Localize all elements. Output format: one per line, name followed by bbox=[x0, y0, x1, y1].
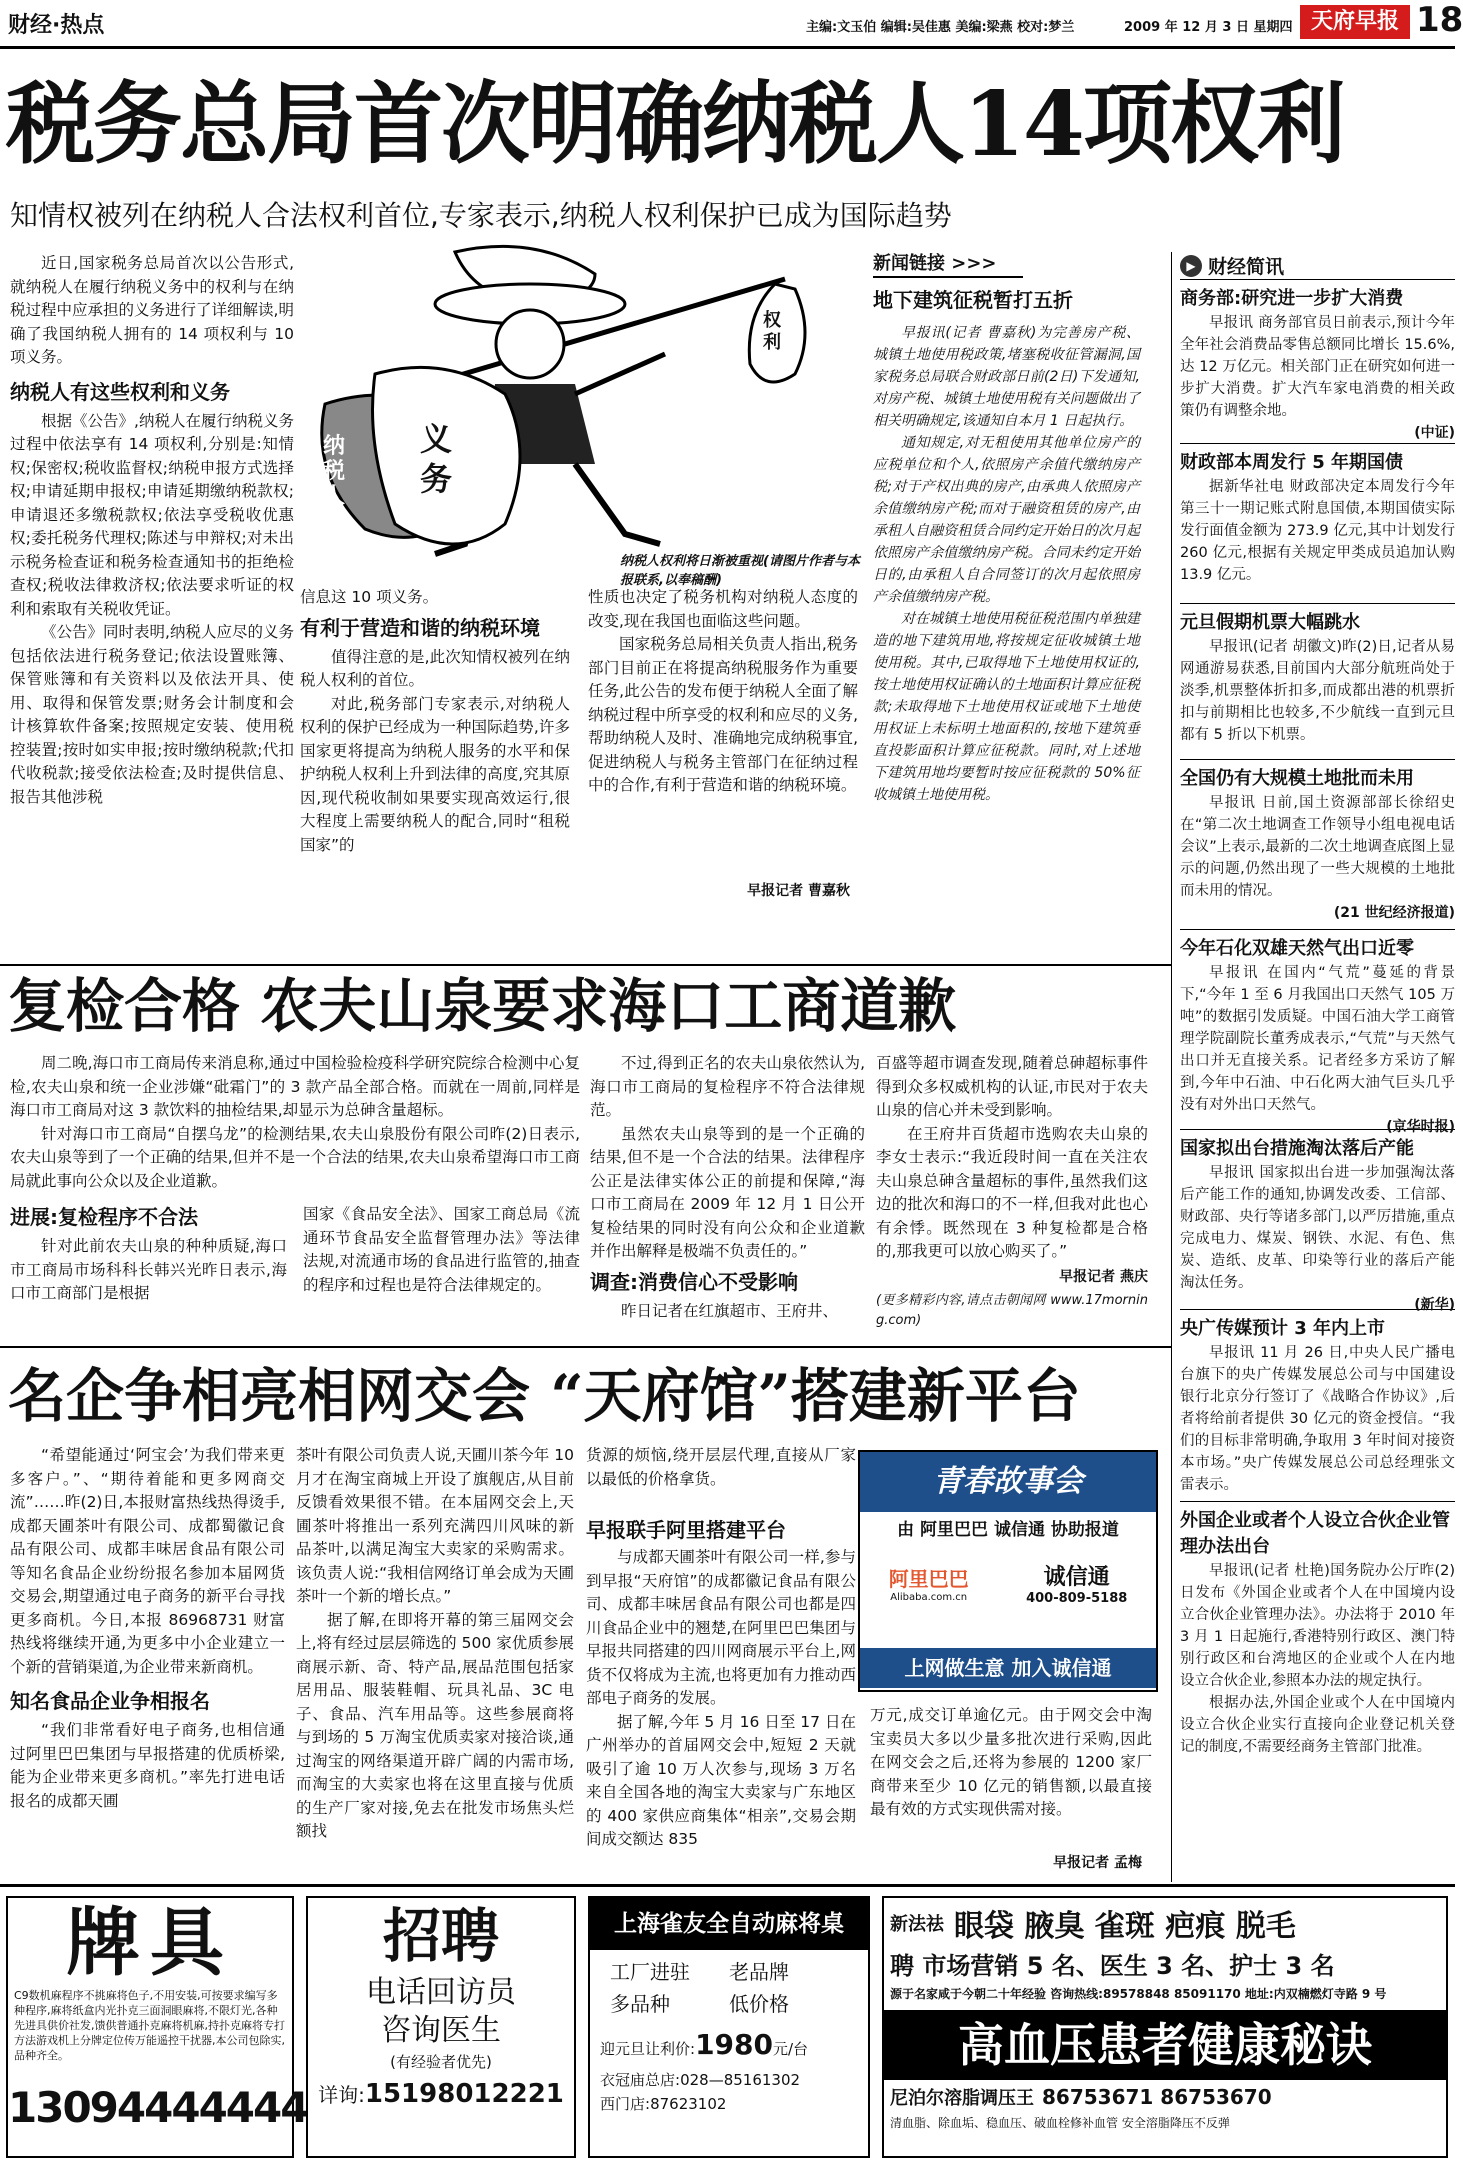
sidebar-item-body bbox=[1180, 636, 1455, 746]
story2-p3: 针对此前农夫山泉的种种质疑,海口市工商局市场科科长韩兴光昨日表示,海口市工商部门是根据 bbox=[10, 1237, 287, 1302]
ad-clinic bbox=[882, 1896, 1448, 2158]
story2-p7: 昨日记者在红旗超市、王府井、 bbox=[621, 1301, 839, 1320]
ad2-contact bbox=[308, 2074, 574, 2117]
ad4-footer: 尼泊尔溶脂调压王 bbox=[890, 2088, 1034, 2109]
sidebar-header bbox=[1180, 252, 1455, 280]
bag-label-rights: 权利 bbox=[763, 310, 781, 353]
sidebar-item bbox=[1180, 444, 1455, 604]
brand-logo: 天府早报 bbox=[1300, 5, 1410, 39]
ad2-note: (有经验者优先) bbox=[390, 2053, 492, 2071]
sidebar-item-text: 早报讯 11 月 26 日,中央人民广播电台旗下的央广传媒发展总公司与中国建设银行北京分行签订了《战略合作协议》,后者将给前者提供 30 亿元的资金授信。“我们的目标非常明确,争取用 3 年时间对接资本市场。”央广传媒发展总公司总经理张文雷表示。 bbox=[1180, 1345, 1455, 1493]
story2-p5: 不过,得到正名的农夫山泉依然认为,海口市工商局的复检程序不符合法律规范。 bbox=[590, 1054, 865, 1119]
alibaba-logo-sub: Alibaba.com.cn bbox=[890, 1592, 968, 1603]
sidebar-item-title: 央广传媒预计 3 年内上市 bbox=[1180, 1318, 1386, 1339]
ad1-title: 牌具 bbox=[66, 1900, 234, 1986]
alibaba-ad-line1: 由 阿里巴巴 诚信通 协助报道 bbox=[897, 1520, 1119, 1540]
news-link-body bbox=[873, 322, 1140, 806]
story3-headline: 名企争相亮相网交会 “天府馆”搭建新平台 bbox=[8, 1362, 1081, 1430]
sidebar-item bbox=[1180, 286, 1455, 444]
story1-col1-p2: 《公告》同时表明,纳税人应尽的义务包括依法进行税务登记;依法设置账簿、保管账簿和有关资料以及依法开具、使用、取得和保管发票;财务会计制度和会计核算软件备案;按照规定安装、使用税控装置;按时如实申报;按时缴纳税款;代扣代收税款;接受依法检查;及时提供信息、报告其他涉税 bbox=[10, 623, 294, 806]
sidebar-item-source: (新华) bbox=[1414, 1297, 1455, 1313]
ad-card-games bbox=[6, 1896, 308, 2158]
story1-col3-p2: 国家税务总局相关负责人指出,税务部门目前正在将提高纳税服务作为重要任务,此公告的发布便于纳税人全面了解纳税过程中所享受的权利和应尽的义务,帮助纳税人及时、准确地完成纳税事宜,促进纳税人与税务主管部门在征纳过程中的合作,有利于营造和谐的纳税环境。 bbox=[588, 635, 858, 794]
ad4-big: 高血压患者健康秘诀 bbox=[884, 2010, 1446, 2080]
story2-p1: 周二晚,海口市工商局传来消息称,通过中国检验检疫科学研究院综合检测中心复检,农夫山泉和统一企业涉嫌“砒霜门”的 3 款产品全部合格。而就在一周前,同样是海口市工商局对这 3 款饮料的抽检结果,却显示为总砷含量超标。 bbox=[10, 1054, 580, 1119]
story1-byline: 早报记者 曹嘉秋 bbox=[747, 883, 850, 899]
story1-subhead: 知情权被列在纳税人合法权利首位,专家表示,纳税人权利保护已成为国际趋势 bbox=[10, 199, 952, 232]
sidebar-item bbox=[1180, 930, 1455, 1135]
story3-p2: “我们非常看好电子商务,也相信通过阿里巴巴集团与早报搭建的优质桥梁,能为企业带来更多商机。”率先打进电话报名的成都天圃 bbox=[10, 1721, 285, 1810]
editor-credits: 主编:文玉伯 编辑:吴佳惠 美编:梁燕 校对:梦兰 bbox=[806, 20, 1075, 35]
story3-p6: 与成都天圃茶叶有限公司一样,参与到早报“天府馆”的成都徽记食品有限公司、成都丰味居食品有限公司也都是四川食品企业中的翘楚,在阿里巴巴集团与早报共同搭建的四川网商展示平台上,网货不仅将成为主流,也将更加有力推动西部电子商务的发展。 bbox=[586, 1548, 856, 1707]
ad3-f2: 老品牌 bbox=[729, 1960, 789, 1984]
sidebar-item-source: (21 世纪经济报道) bbox=[1333, 905, 1455, 921]
ad3-shop1 bbox=[590, 2068, 868, 2092]
sidebar-item-text: 早报讯 商务部官员日前表示,预计今年全年社会消费品零售总额同比增长 15.6%,达 12 万亿元。相关部门正在研究如何进一步扩大消费。扩大汽车家电消费的相关政策仍有调整余地。 bbox=[1180, 315, 1455, 419]
sidebar-item-body bbox=[1180, 312, 1455, 422]
news-link-p2: 通知规定,对无租使用其他单位房产的应税单位和个人,依照房产余值代缴纳房产税;对于产权出典的房产,由承典人依照房产余值缴纳房产税;而对于融资租赁的房产,由承租人自融资租赁合同约定开始日的次月起依照房产余值缴纳房产税。合同未约定开始日的,由承租人自合同签订的次月起依照房产余值缴纳房产税。 bbox=[873, 435, 1140, 605]
header-rule bbox=[0, 46, 1455, 49]
story2-p4: 国家《食品安全法》、国家工商总局《流通环节食品安全监督管理办法》等法律法规,对流通市场的食品进行监管的,抽查的程序和过程也是符合法律规定的。 bbox=[303, 1205, 580, 1294]
ad2-phone: 15198012221 bbox=[364, 2079, 564, 2109]
ad-mahjong bbox=[588, 1896, 870, 2158]
issue-date: 2009 年 12 月 3 日 星期四 bbox=[1124, 20, 1293, 35]
ad3-phone1: 028—85161302 bbox=[680, 2071, 801, 2089]
sidebar-item bbox=[1180, 604, 1455, 760]
ad2-line1: 电话回访员 bbox=[366, 1975, 516, 2010]
ad1-phone: 13094444444 bbox=[8, 2083, 308, 2132]
story1-col2 bbox=[300, 586, 570, 966]
ad4-phones: 86753671 86753670 bbox=[1042, 2085, 1272, 2109]
story2-p9: 在王府井百货超市选购农夫山泉的李女士表示:“我近段时间一直在关注农夫山泉总砷含量超标的事件,虽然我们这边的批次和海口的不一样,但我对此也心有余悸。既然现在 3 种复检都是合格的,那我更可以放心购买了。” bbox=[876, 1124, 1148, 1260]
story1-subtitle1: 纳税人有这些权利和义务 bbox=[10, 379, 230, 404]
play-icon: ▶ bbox=[1180, 255, 1202, 277]
chengxintong-logo bbox=[1026, 1560, 1127, 1606]
ad3-unit: 元/台 bbox=[773, 2040, 809, 2058]
sidebar-item bbox=[1180, 760, 1455, 930]
alibaba-ad-slogan: 上网做生意 加入诚信通 bbox=[860, 1648, 1156, 1688]
story3-p3: 茶叶有限公司负责人说,天圃川茶今年 10 月才在淘宝商城上开设了旗舰店,从目前反馈看效果很不错。在本届网交会上,天圃茶叶将推出一系列充满四川风味的新品茶叶,以满足淘宝大卖家的采购需求。该负责人说:“我相信网络订单会成为天圃茶叶一个新的增长点。” bbox=[296, 1446, 574, 1605]
news-link-p1: 早报讯(记者 曹嘉秋)为完善房产税、城镇土地使用税政策,堵塞税收征管漏洞,国家税务总局联合财政部日前(2日)下发通知,对房产税、城镇土地使用税有关问题做出了相关明确规定,该通知自本月 1 日起执行。 bbox=[873, 325, 1140, 429]
story2-more-link[interactable]: (更多精彩内容,请点击朝闻网 www.17morning.com) bbox=[876, 1293, 1148, 1328]
sidebar-header-label: 财经简讯 bbox=[1208, 256, 1285, 278]
sidebar-item-title: 商务部:研究进一步扩大消费 bbox=[1180, 288, 1404, 309]
story2-col1 bbox=[10, 1052, 580, 1342]
alibaba-ad-logos bbox=[860, 1548, 1156, 1618]
story3-col1 bbox=[10, 1444, 285, 1878]
section-label: 财经·热点 bbox=[8, 13, 105, 38]
sidebar-item-title: 今年石化双雄天然气出口近零 bbox=[1180, 938, 1414, 959]
story3-p4: 据了解,在即将开幕的第三届网交会上,将有经过层层筛选的 500 家优质参展商展示新、奇、特产品,展品范围包括家居用品、服装鞋帽、玩具礼品、3C 电子、食品、汽车用品等。这些参展商将与到场的 5 万淘宝优质卖家对接洽谈,通过淘宝的网络渠道开辟广阔的内需市场,而淘宝的大卖家也将在这里直接与优质的生产厂家对接,免去在批发市场焦头烂额找 bbox=[296, 1610, 574, 1840]
story1-subtitle2: 有利于营造和谐的纳税环境 bbox=[300, 615, 540, 640]
sidebar-divider bbox=[1171, 252, 1172, 1882]
sidebar-item-body bbox=[1180, 962, 1455, 1116]
sidebar-item-title: 外国企业或者个人设立合伙企业管理办法出台 bbox=[1180, 1510, 1450, 1557]
alibaba-hotline: 400-809-5188 bbox=[1026, 1591, 1128, 1606]
story2-subtitle1: 进展:复检程序不合法 bbox=[10, 1205, 198, 1229]
sidebar-item bbox=[1180, 1310, 1455, 1502]
page-header bbox=[0, 0, 1463, 50]
ad4-address: 源于名家咸于今朝二十年经验 咨询热线:89578848 85091170 地址:内双楠燃灯寺路 9 号 bbox=[890, 1987, 1387, 2001]
sidebar-item-text: 早报讯 日前,国土资源部部长徐绍史在“第二次土地调查工作领导小组电视电话会议”上表示,最新的二次土地调查底图上显示的问题,仍然出现了一些大规模的土地批而未用的情况。 bbox=[1180, 795, 1455, 899]
sidebar-item-source: (京华时报) bbox=[1386, 1119, 1455, 1135]
sidebar bbox=[1180, 252, 1455, 1882]
story3-subtitle2: 早报联手阿里搭建平台 bbox=[586, 1518, 786, 1542]
ad4-tags: 清血脂、除血垢、稳血压、破血栓修补血管 安全溶脂降压不反弹 bbox=[890, 2116, 1230, 2130]
ad3-shop1-label: 衣冠庙总店: bbox=[600, 2071, 681, 2089]
sidebar-item-body bbox=[1180, 476, 1455, 586]
ads-rule bbox=[0, 1884, 1455, 1887]
story1-col3-p1: 性质也决定了税务机构对纳税人态度的改变,现在我国也面临这些问题。 bbox=[588, 588, 858, 630]
sidebar-item-title: 国家拟出台措施淘汰落后产能 bbox=[1180, 1138, 1414, 1159]
sidebar-item-source: (中证) bbox=[1414, 425, 1455, 441]
story1-col2-p3: 对此,税务部门专家表示,对纳税人权利的保护已经成为一种国际趋势,许多国家更将提高为纳税人服务的水平和保护纳税人权利上升到法律的高度,究其原因,现代税收制如果要实现高效运行,很大程度上需要纳税人的配合,同时“租税国家”的 bbox=[300, 694, 570, 854]
story2-subtitle2: 调查:消费信心不受影响 bbox=[590, 1269, 798, 1294]
sidebar-item-text: 根据办法,外国企业或个人在中国境内设立合伙企业实行直接向企业登记机关登记的制度,不需要经商务主管部门批准。 bbox=[1180, 1695, 1455, 1755]
ad3-f4: 低价格 bbox=[729, 1992, 789, 2016]
ad2-line2: 咨询医生 bbox=[381, 2013, 501, 2048]
bag-label-taxpayer: 纳税人 bbox=[323, 434, 346, 509]
sidebar-item-title: 全国仍有大规模土地批而未用 bbox=[1180, 768, 1414, 789]
ad3-promo-label: 迎元旦让利价: bbox=[600, 2040, 696, 2058]
sidebar-item-body bbox=[1180, 1342, 1455, 1496]
story3-byline: 早报记者 孟梅 bbox=[1053, 1855, 1142, 1871]
sidebar-item-title: 元旦假期机票大幅跳水 bbox=[1180, 612, 1360, 633]
story2-p8: 百盛等超市调查发现,随着总砷超标事件得到众多权威机构的认证,市民对于农夫山泉的信心并未受到影响。 bbox=[876, 1054, 1148, 1119]
story1-col1 bbox=[10, 252, 294, 964]
cartoon-illustration bbox=[305, 244, 865, 574]
sidebar-item-text: 早报讯(记者 胡徽文)昨(2)日,记者从易网通游易获悉,目前国内大部分航班尚处于淡季,机票整体折扣多,而成都出港的机票折扣与前期相比也较多,不少航线一直到元旦都有 5 折以下机票。 bbox=[1180, 639, 1455, 743]
alibaba-logo-text: 阿里巴巴 bbox=[888, 1567, 969, 1591]
story3-p7: 据了解,今年 5 月 16 日至 17 日在广州举办的首届网交会中,短短 2 天就吸引了逾 10 万人次参与,现场 3 万名来自全国各地的淘宝大卖家与广东地区的 400 家供应商集体“相亲”,交易会期间成交额达 835 bbox=[586, 1712, 856, 1848]
alibaba-ad-banner: 青春故事会 bbox=[860, 1452, 1156, 1512]
story2-col4 bbox=[876, 1052, 1148, 1342]
ad3-f1: 工厂进驻 bbox=[610, 1960, 690, 1984]
chengxintong-logo-text: 诚信通 bbox=[1043, 1565, 1110, 1590]
sidebar-item-text: 据新华社电 财政部决定本周发行今年第三十一期记账式附息国债,本期国债实际发行面值金额为 273.9 亿元,其中计划发行 260 亿元,根据有关规定甲类成员追加认购 13.9 亿元。 bbox=[1180, 479, 1455, 583]
story1-col1-p1: 根据《公告》,纳税人在履行纳税义务过程中依法享有 14 项权利,分别是:知情权;保密权;税收监督权;纳税申报方式选择权;申请延期申报权;申请延期缴纳税款权;申请退还多缴税款权;依法享受税收优惠权;委托税务代理权;陈述与申辩权;对未出示税务检查证和税务检查通知书的拒绝检查权;税收法律救济权;依法要求听证的权利和索取有关税收凭证。 bbox=[10, 411, 294, 618]
sidebar-item-body bbox=[1180, 792, 1455, 902]
ad4-top: 眼袋 腋臭 雀斑 疤痕 脱毛 bbox=[954, 1909, 1296, 1944]
story3-col3-top bbox=[586, 1444, 856, 1514]
story-divider bbox=[0, 1346, 1171, 1348]
story2-p2: 针对海口市工商局“自摆乌龙”的检测结果,农夫山泉股份有限公司昨(2)日表示,农夫山泉等到了一个正确的结果,但并不是一个合法的结果,农夫山泉希望海口市工商局就此事向公众以及企业道歉。 bbox=[10, 1124, 580, 1190]
ad-recruit bbox=[306, 1896, 576, 2158]
story3-col4 bbox=[870, 1704, 1152, 1868]
ad4-top-row bbox=[884, 1898, 1446, 1948]
story2-headline: 复检合格 农夫山泉要求海口工商道歉 bbox=[8, 972, 957, 1040]
ad2-title: 招聘 bbox=[382, 1902, 499, 1970]
ad4-recruit: 聘 市场营销 5 名、医生 3 名、护士 3 名 bbox=[890, 1952, 1335, 1980]
story3-p8: 万元,成交订单逾亿元。由于网交会中淘宝卖员大多以少量多批次进行采购,因此在网交会之后,还将为参展的 1200 家厂商带来至少 10 亿元的销售额,以最直接最有效的方式实现供需对接。 bbox=[870, 1706, 1152, 1818]
ad3-shop2 bbox=[590, 2092, 868, 2116]
ad4-bottom bbox=[884, 2080, 1446, 2114]
story3-col3 bbox=[586, 1510, 856, 1882]
ad3-features bbox=[590, 1950, 868, 2026]
cartoon-caption: 纳税人权利将日渐被重视(请图片作者与本报联系,以奉稿酬) bbox=[620, 554, 860, 588]
ad3-price: 1980 bbox=[695, 2028, 773, 2061]
page-number: 18 bbox=[1416, 0, 1463, 40]
ad3-promo bbox=[590, 2026, 868, 2068]
story2-byline: 早报记者 燕庆 bbox=[1059, 1268, 1148, 1285]
story3-col2 bbox=[296, 1444, 574, 1878]
sidebar-item-body bbox=[1180, 1560, 1455, 1758]
ad3-f3: 多品种 bbox=[610, 1992, 670, 2016]
alibaba-ad-box bbox=[858, 1450, 1158, 1692]
ad3-phone2: 87623102 bbox=[650, 2095, 727, 2113]
story3-subtitle1: 知名食品企业争相报名 bbox=[10, 1689, 210, 1713]
sidebar-item-title: 财政部本周发行 5 年期国债 bbox=[1180, 452, 1404, 473]
news-link-box bbox=[873, 252, 1140, 962]
story-divider bbox=[0, 964, 1171, 966]
ad1-body: C9数机麻程序不挑麻将色子,不用安装,可按要求编写多种程序,麻将纸盒内光扑克三面洞眼麻将,不限灯光,各种先进具供价社发,馈供普通扑克麻将机麻,持扑克麻将专打方法游戏机上分牌定位传万能遥控干扰器,本公司包除实,品种齐全。 bbox=[14, 1989, 285, 2062]
sidebar-item bbox=[1180, 1130, 1455, 1313]
sidebar-item-text: 早报讯 在国内“气荒”蔓延的背景下,“今年 1 至 6 月我国出口天然气 105 万吨”的数据引发质疑。中国石油大学工商管理学院副院长董秀成表示,“气荒”与天然气出口并无直接关系。记者经多方采访了解到,今年中石油、中石化两大油气巨头几乎没有对外出口天然气。 bbox=[1180, 965, 1455, 1113]
ad3-title: 上海雀友全自动麻将桌 bbox=[590, 1898, 868, 1950]
cartoon-drawing bbox=[305, 244, 865, 574]
story2-p6: 虽然农夫山泉等到的是一个正确的结果,但不是一个合法的结果。法律程序公正是法律实体公正的前提和保障,“海口市工商局在 2009 年 12 月 1 日公开复检结果的同时没有向公众和企业道歉并作出解释是极端不负责任的。” bbox=[590, 1124, 865, 1260]
sidebar-item-text: 早报讯 国家拟出台进一步加强淘汰落后产能工作的通知,协调发改委、工信部、财政部、央行等诸多部门,以严厉措施,重点完成电力、煤炭、钢铁、水泥、有色、焦炭、造纸、皮革、印染等行业的落后产能淘汰任务。 bbox=[1180, 1165, 1455, 1291]
story1-lead: 近日,国家税务总局首次以公告形式,就纳税人在履行纳税义务中的权利与在纳税过程中应承担的义务进行了详细解读,明确了我国纳税人拥有的 14 项权利与 10 项义务。 bbox=[10, 254, 294, 366]
news-link-title: 地下建筑征税暂打五折 bbox=[873, 288, 1073, 312]
ad2-phone-label: 详询: bbox=[318, 2083, 365, 2107]
story3-p5: 货源的烦恼,绕开层层代理,直接从厂家以最低的价格拿货。 bbox=[586, 1446, 856, 1488]
story1-headline: 税务总局首次明确纳税人14项权利 bbox=[6, 71, 1344, 176]
ad3-shop2-label: 西门店: bbox=[600, 2095, 651, 2113]
story1-col2-p1: 信息这 10 项义务。 bbox=[300, 588, 439, 606]
story1-col2-p2: 值得注意的是,此次知情权被列在纳税人权利的首位。 bbox=[300, 647, 570, 689]
sidebar-item-body bbox=[1180, 1162, 1455, 1294]
ad4-brand: 新法祛 bbox=[890, 1914, 944, 1935]
story2-col3 bbox=[590, 1052, 865, 1342]
alibaba-logo bbox=[889, 1563, 969, 1603]
news-link-p3: 对在城镇土地使用税征税范围内单独建造的地下建筑用地,将按规定征收城镇土地使用税。其中,已取得地下土地使用权证的,按土地使用权证确认的土地面积计算应征税款;未取得地下土地使用权证或地下土地使用权证上未标明土地面积的,按地下建筑垂直投影面积计算应征税款。同时,对上述地下建筑用地均要暂时按应征税款的 50%征收城镇土地使用税。 bbox=[873, 611, 1140, 803]
sidebar-item-text: 早报讯(记者 杜艳)国务院办公厅昨(2)日发布《外国企业或者个人在中国境内设立合伙企业管理办法》。办法将于 2010 年 3 月 1 日起施行,香港特别行政区、澳门特别行政区和台湾地区的企业或个人在内地设立合伙企业,参照本办法的规定执行。 bbox=[1180, 1563, 1455, 1689]
story1-col3 bbox=[588, 586, 858, 876]
news-link-label: 新闻链接 >>> bbox=[873, 252, 1023, 278]
bag-label-duty: 义务 bbox=[420, 420, 453, 498]
sidebar-item bbox=[1180, 1502, 1455, 1802]
story3-p1: “希望能通过‘阿宝会’为我们带来更多客户。”、“期待着能和更多网商交流”……昨(2)日,本报财富热线热得烫手,成都天圃茶叶有限公司、成都蜀徽记食品有限公司、成都丰味居食品有限公司等知名食品企业纷纷报名参加本届网货交易会,期望通过电子商务的新平台寻找更多商机。今日,本报 86968731 财富热线将继续开通,为更多中小企业建立一个新的营销渠道,为企业带来新商机。 bbox=[10, 1446, 285, 1676]
